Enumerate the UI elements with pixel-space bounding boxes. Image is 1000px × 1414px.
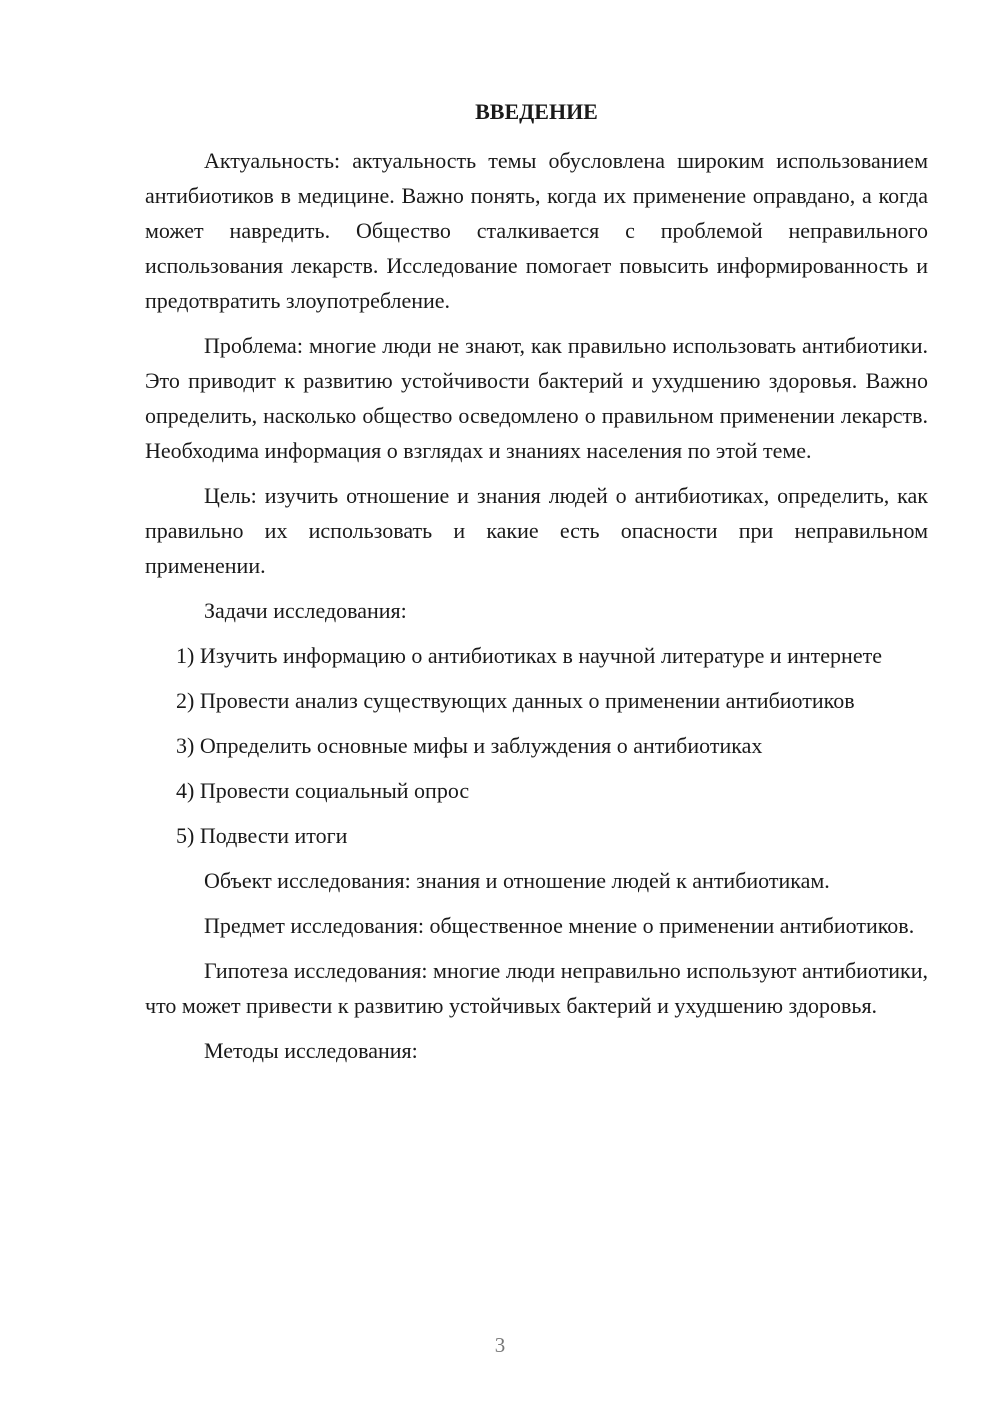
- page-number: 3: [494, 1333, 506, 1357]
- paragraph-goal: Цель: изучить отношение и знания людей о антибиотиках, определить, как правильно их использовать и какие есть опасности при неправильном применении.: [145, 483, 928, 578]
- task-item-2: 2) Провести анализ существующих данных о применении антибиотиков: [176, 688, 855, 713]
- methods-heading: Методы исследования:: [204, 1038, 418, 1063]
- paragraph-relevance: Актуальность: актуальность темы обусловлена широким использованием антибиотиков в медицине. Важно понять, когда их применение оправдано, а когда может навредить. Общество сталкивается с проблемой неправильного использования лекарств. Исследование помогает повысить информированность и предотвратить злоупотребление.: [145, 148, 928, 313]
- task-item-1: 1) Изучить информацию о антибиотиках в научной литературе и интернете: [176, 643, 882, 668]
- task-item-3: 3) Определить основные мифы и заблуждения о антибиотиках: [176, 733, 763, 758]
- document-body: [145, 94, 928, 1078]
- research-subject: Предмет исследования: общественное мнение о применении антибиотиков.: [204, 913, 915, 938]
- paragraph-problem: Проблема: многие люди не знают, как правильно использовать антибиотики. Это приводит к развитию устойчивости бактерий и ухудшению здоровья. Важно определить, насколько общество осведомлено о правильном применении лекарств. Необходима информация о взглядах и знаниях населения по этой теме.: [145, 333, 928, 463]
- research-hypothesis: Гипотеза исследования: многие люди неправильно используют антибиотики, что может привести к развитию устойчивых бактерий и ухудшению здоровья.: [145, 958, 928, 1018]
- tasks-heading: Задачи исследования:: [204, 598, 407, 623]
- task-item-4: 4) Провести социальный опрос: [176, 778, 470, 803]
- task-item-5: 5) Подвести итоги: [176, 823, 348, 848]
- page-title: ВВЕДЕНИЕ: [475, 99, 598, 124]
- research-object: Объект исследования: знания и отношение людей к антибиотикам.: [204, 868, 830, 893]
